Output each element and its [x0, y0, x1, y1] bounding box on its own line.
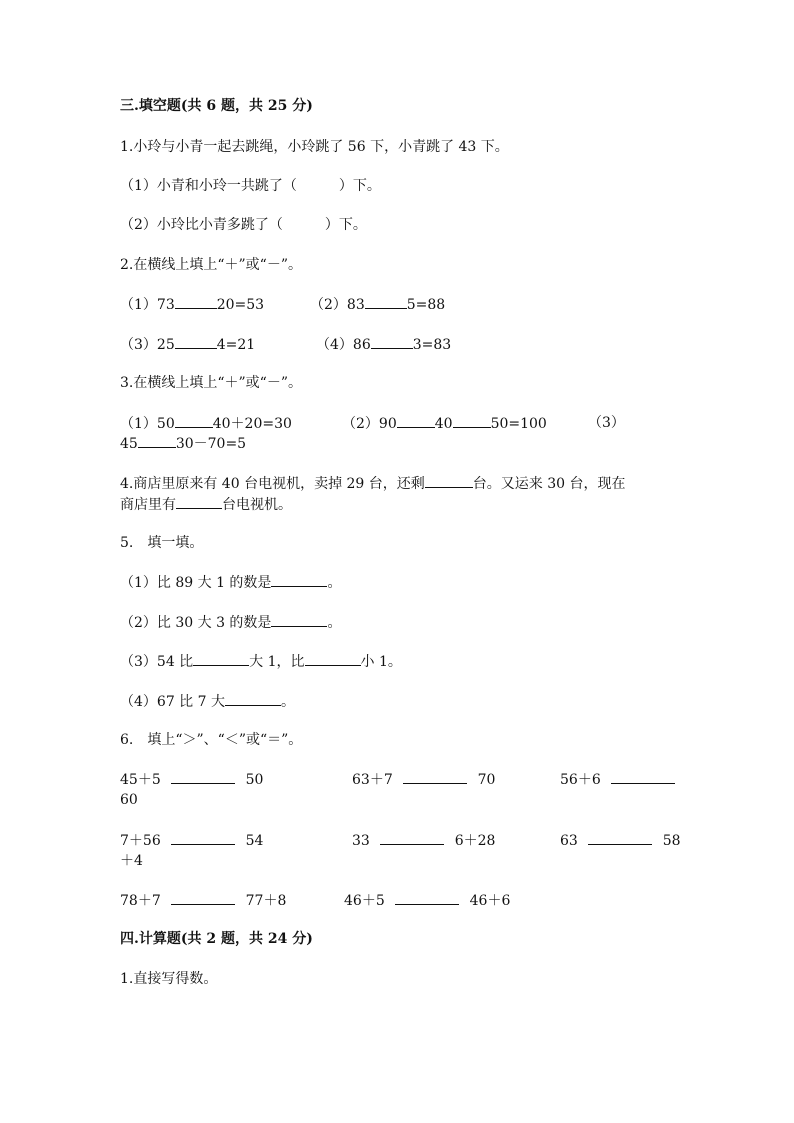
item-2-left: （2）83 — [310, 297, 365, 313]
answer-blank[interactable] — [171, 830, 235, 845]
item-2-middle: 40 — [434, 416, 453, 432]
compare-item-2 — [352, 769, 495, 790]
item-2-right: 50=100 — [490, 416, 547, 432]
question-2-stem: 2.在横线上填上“＋”或“－”。 — [120, 257, 302, 273]
question-1-part-2: （2）小玲比小青多跳了（ ）下。 — [120, 217, 367, 233]
question-3-item-3-label: （3） — [588, 415, 625, 431]
question-1-stem: 1.小玲与小青一起去跳绳，小玲跳了 56 下，小青跳了 43 下。 — [120, 139, 509, 155]
compare-right: 77＋8 — [245, 893, 287, 909]
item-1-right: 40＋20=30 — [212, 416, 292, 432]
answer-blank[interactable] — [271, 572, 327, 587]
item-2-right: 5=88 — [406, 297, 446, 313]
compare-left: 63 — [560, 833, 578, 849]
compare-item-3 — [560, 769, 675, 790]
answer-blank[interactable] — [138, 433, 176, 448]
question-4-line-1 — [120, 473, 626, 494]
compare-left: 7＋56 — [120, 833, 161, 849]
item-3-left: （3）25 — [120, 337, 175, 353]
item-4-right: 3=83 — [412, 337, 452, 353]
compare-item-6-wrap: ＋4 — [120, 853, 143, 869]
part-3-text: （3）54 比 — [120, 654, 194, 670]
compare-right: 58 — [662, 833, 681, 849]
compare-item-3-wrap: 60 — [120, 792, 138, 808]
item-1-left: （1）50 — [120, 416, 175, 432]
answer-blank[interactable] — [380, 830, 444, 845]
question-5-part-3 — [120, 651, 402, 672]
compare-left: 63＋7 — [352, 772, 393, 788]
answer-blank[interactable] — [175, 294, 217, 309]
answer-blank[interactable] — [193, 651, 249, 666]
compare-right: 54 — [245, 833, 264, 849]
answer-blank[interactable] — [365, 294, 407, 309]
compare-left: 56＋6 — [560, 772, 601, 788]
answer-blank[interactable] — [175, 413, 213, 428]
answer-blank[interactable] — [175, 334, 217, 349]
question-3-item-3 — [120, 433, 246, 454]
part-4-text: （4）67 比 7 大 — [120, 694, 225, 710]
section-3-heading: 三.填空题(共 6 题，共 25 分) — [120, 98, 313, 114]
compare-left: 45＋5 — [120, 772, 161, 788]
question-4-text: 台电视机。 — [222, 497, 292, 513]
question-5-part-1 — [120, 572, 341, 593]
question-4-text: 商店里有 — [120, 497, 176, 513]
item-4-left: （4）86 — [316, 337, 371, 353]
question-5-stem: 5. 填一填。 — [120, 535, 204, 551]
question-2-item-1 — [120, 294, 264, 315]
compare-right: 6＋28 — [454, 833, 496, 849]
compare-item-4 — [120, 830, 263, 851]
compare-right: 46＋6 — [469, 893, 511, 909]
compare-item-8 — [344, 890, 510, 911]
item-1-left: （1）73 — [120, 297, 175, 313]
compare-right: 50 — [245, 772, 264, 788]
part-4-end: 。 — [280, 694, 295, 710]
part-2-end: 。 — [327, 615, 342, 631]
item-3-right: 30－70=5 — [175, 436, 247, 452]
part-3-end: 小 1。 — [360, 654, 402, 670]
answer-blank[interactable] — [425, 473, 473, 488]
question-2-item-2 — [310, 294, 445, 315]
question-2-item-4 — [316, 334, 451, 355]
answer-blank[interactable] — [225, 691, 281, 706]
question-3-stem: 3.在横线上填上“＋”或“－”。 — [120, 375, 302, 391]
item-3-left: 45 — [120, 436, 138, 452]
question-5-part-2 — [120, 612, 341, 633]
compare-item-7 — [120, 890, 286, 911]
answer-blank[interactable] — [176, 494, 222, 509]
question-3-item-2 — [342, 413, 547, 434]
part-2-text: （2）比 30 大 3 的数是 — [120, 615, 272, 631]
question-5-part-4 — [120, 691, 295, 712]
compare-left: 78＋7 — [120, 893, 161, 909]
part-1-end: 。 — [327, 575, 342, 591]
section-4-question-1: 1.直接写得数。 — [120, 971, 218, 987]
compare-left: 33 — [352, 833, 370, 849]
part-3-middle: 大 1，比 — [249, 654, 305, 670]
part-1-text: （1）比 89 大 1 的数是 — [120, 575, 272, 591]
answer-blank[interactable] — [453, 413, 491, 428]
answer-blank[interactable] — [403, 769, 467, 784]
compare-item-1 — [120, 769, 263, 790]
question-4-text: 台。又运来 30 台，现在 — [472, 476, 626, 492]
question-2-item-3 — [120, 334, 255, 355]
answer-blank[interactable] — [611, 769, 675, 784]
question-1-part-1: （1）小青和小玲一共跳了（ ）下。 — [120, 178, 381, 194]
answer-blank[interactable] — [371, 334, 413, 349]
item-3-right: 4=21 — [216, 337, 256, 353]
compare-item-5 — [352, 830, 495, 851]
question-3-item-1 — [120, 413, 292, 434]
answer-blank[interactable] — [397, 413, 435, 428]
compare-left: 46＋5 — [344, 893, 385, 909]
question-6-stem: 6. 填上“＞”、“＜”或“＝”。 — [120, 732, 303, 748]
answer-blank[interactable] — [171, 890, 235, 905]
item-1-right: 20=53 — [216, 297, 265, 313]
answer-blank[interactable] — [395, 890, 459, 905]
section-4-heading: 四.计算题(共 2 题，共 24 分) — [120, 931, 313, 947]
question-4-line-2 — [120, 494, 292, 515]
compare-item-6 — [560, 830, 681, 851]
answer-blank[interactable] — [588, 830, 652, 845]
item-2-left: （2）90 — [342, 416, 397, 432]
answer-blank[interactable] — [271, 612, 327, 627]
answer-blank[interactable] — [171, 769, 235, 784]
compare-right: 70 — [477, 772, 496, 788]
question-4-text: 4.商店里原来有 40 台电视机，卖掉 29 台，还剩 — [120, 476, 425, 492]
answer-blank[interactable] — [305, 651, 361, 666]
